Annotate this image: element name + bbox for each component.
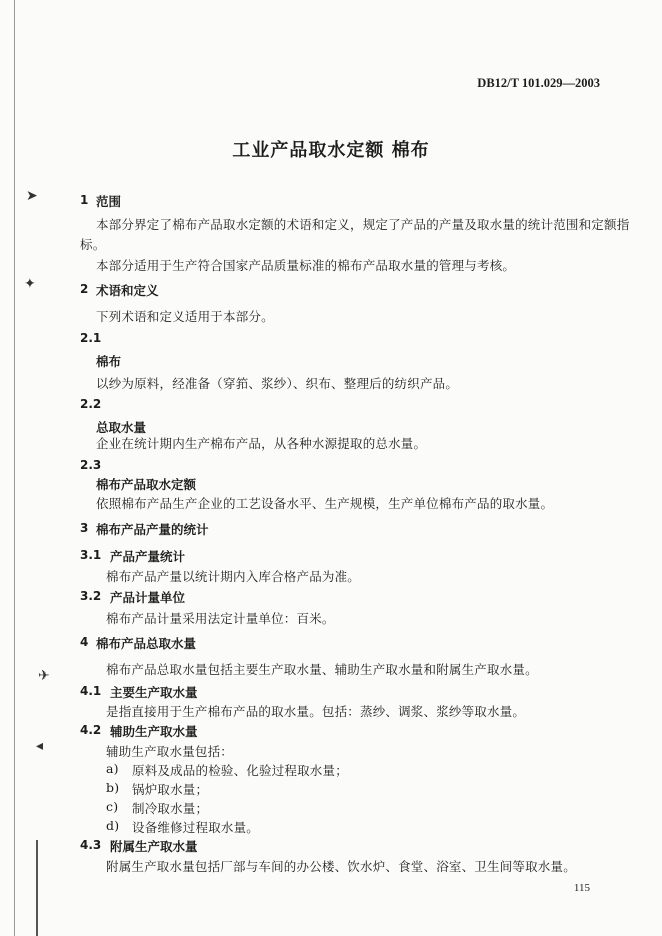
list-item-label: a): [106, 761, 119, 776]
standard-number: DB12/T 101.029—2003: [477, 76, 600, 90]
term-2-3-name: 棉布产品取水定额: [96, 477, 197, 492]
subsection-3-1-heading: 产品产量统计: [110, 549, 186, 564]
list-item-label: c): [106, 799, 119, 814]
left-binding-line: [36, 840, 38, 936]
subsection-3-2-text: 棉布产品计量采用法定计量单位：百米。: [106, 611, 335, 626]
subsection-3-2-heading: 产品计量单位: [110, 590, 186, 605]
margin-arrow-mark-icon: ◂: [36, 738, 44, 754]
list-item-label: b): [106, 780, 120, 795]
subsection-3-2-number: 3.2: [80, 589, 102, 603]
term-2-3-number: 2.3: [80, 458, 102, 472]
section-1-number: 1: [80, 193, 89, 207]
section-4-intro: 棉布产品总取水量包括主要生产取水量、辅助生产取水量和附属生产取水量。: [106, 662, 538, 677]
term-2-2-definition: 企业在统计期内生产棉布产品，从各种水源提取的总水量。: [96, 436, 427, 451]
section-4-number: 4: [80, 635, 89, 649]
section-2-intro: 下列术语和定义适用于本部分。: [96, 309, 274, 324]
term-2-3-definition: 依照棉布产品生产企业的工艺设备水平、生产规模，生产单位棉布产品的取水量。: [96, 496, 554, 511]
subsection-4-1-number: 4.1: [80, 684, 102, 698]
list-item: 锅炉取水量；: [132, 782, 209, 797]
subsection-4-1-text: 是指直接用于生产棉布产品的取水量。包括：蒸纱、调浆、浆纱等取水量。: [106, 704, 526, 719]
list-item: 设备维修过程取水量。: [132, 820, 260, 835]
subsection-3-1-number: 3.1: [80, 548, 102, 562]
section-3-heading: 棉布产品产量的统计: [96, 522, 209, 537]
subsection-4-3-number: 4.3: [80, 838, 102, 852]
term-2-1-definition: 以纱为原料，经准备（穿筘、浆纱）、织布、整理后的纺织产品。: [96, 376, 459, 391]
section-4-heading: 棉布产品总取水量: [96, 636, 197, 651]
section-2-number: 2: [80, 282, 89, 296]
margin-arrow-mark-icon: ➤: [26, 188, 38, 204]
subsection-3-1-text: 棉布产品产量以统计期内入库合格产品为准。: [106, 569, 361, 584]
list-item-label: d): [106, 818, 120, 833]
section-1-paragraph-1-cont: 标。: [80, 237, 106, 252]
subsection-4-3-text: 附属生产取水量包括厂部与车间的办公楼、饮水炉、食堂、浴室、卫生间等取水量。: [106, 859, 576, 874]
list-item: 原料及成品的检验、化验过程取水量；: [132, 763, 348, 778]
subsection-4-2-heading: 辅助生产取水量: [110, 724, 198, 739]
term-2-1-name: 棉布: [96, 354, 122, 369]
page-number: 115: [573, 882, 590, 894]
section-1-paragraph-2: 本部分适用于生产符合国家产品质量标准的棉布产品取水量的管理与考核。: [96, 258, 516, 273]
subsection-4-3-heading: 附属生产取水量: [110, 839, 198, 854]
subsection-4-2-intro: 辅助生产取水量包括：: [106, 744, 234, 759]
term-2-2-number: 2.2: [80, 397, 102, 411]
list-item: 制冷取水量；: [132, 801, 209, 816]
section-1-paragraph-1: 本部分界定了棉布产品取水定额的术语和定义，规定了产品的产量及取水量的统计范围和定额指: [96, 217, 630, 232]
margin-arrow-mark-icon: ✦: [24, 276, 36, 292]
subsection-4-2-number: 4.2: [80, 723, 102, 737]
term-2-1-number: 2.1: [80, 331, 102, 345]
margin-arrow-mark-icon: ✈: [38, 668, 50, 684]
document-title: 工业产品取水定额 棉布: [232, 140, 430, 161]
term-2-2-name: 总取水量: [96, 420, 147, 435]
subsection-4-1-heading: 主要生产取水量: [110, 685, 198, 700]
section-2-heading: 术语和定义: [96, 283, 159, 298]
section-1-heading: 范围: [96, 194, 122, 209]
section-3-number: 3: [80, 521, 89, 535]
